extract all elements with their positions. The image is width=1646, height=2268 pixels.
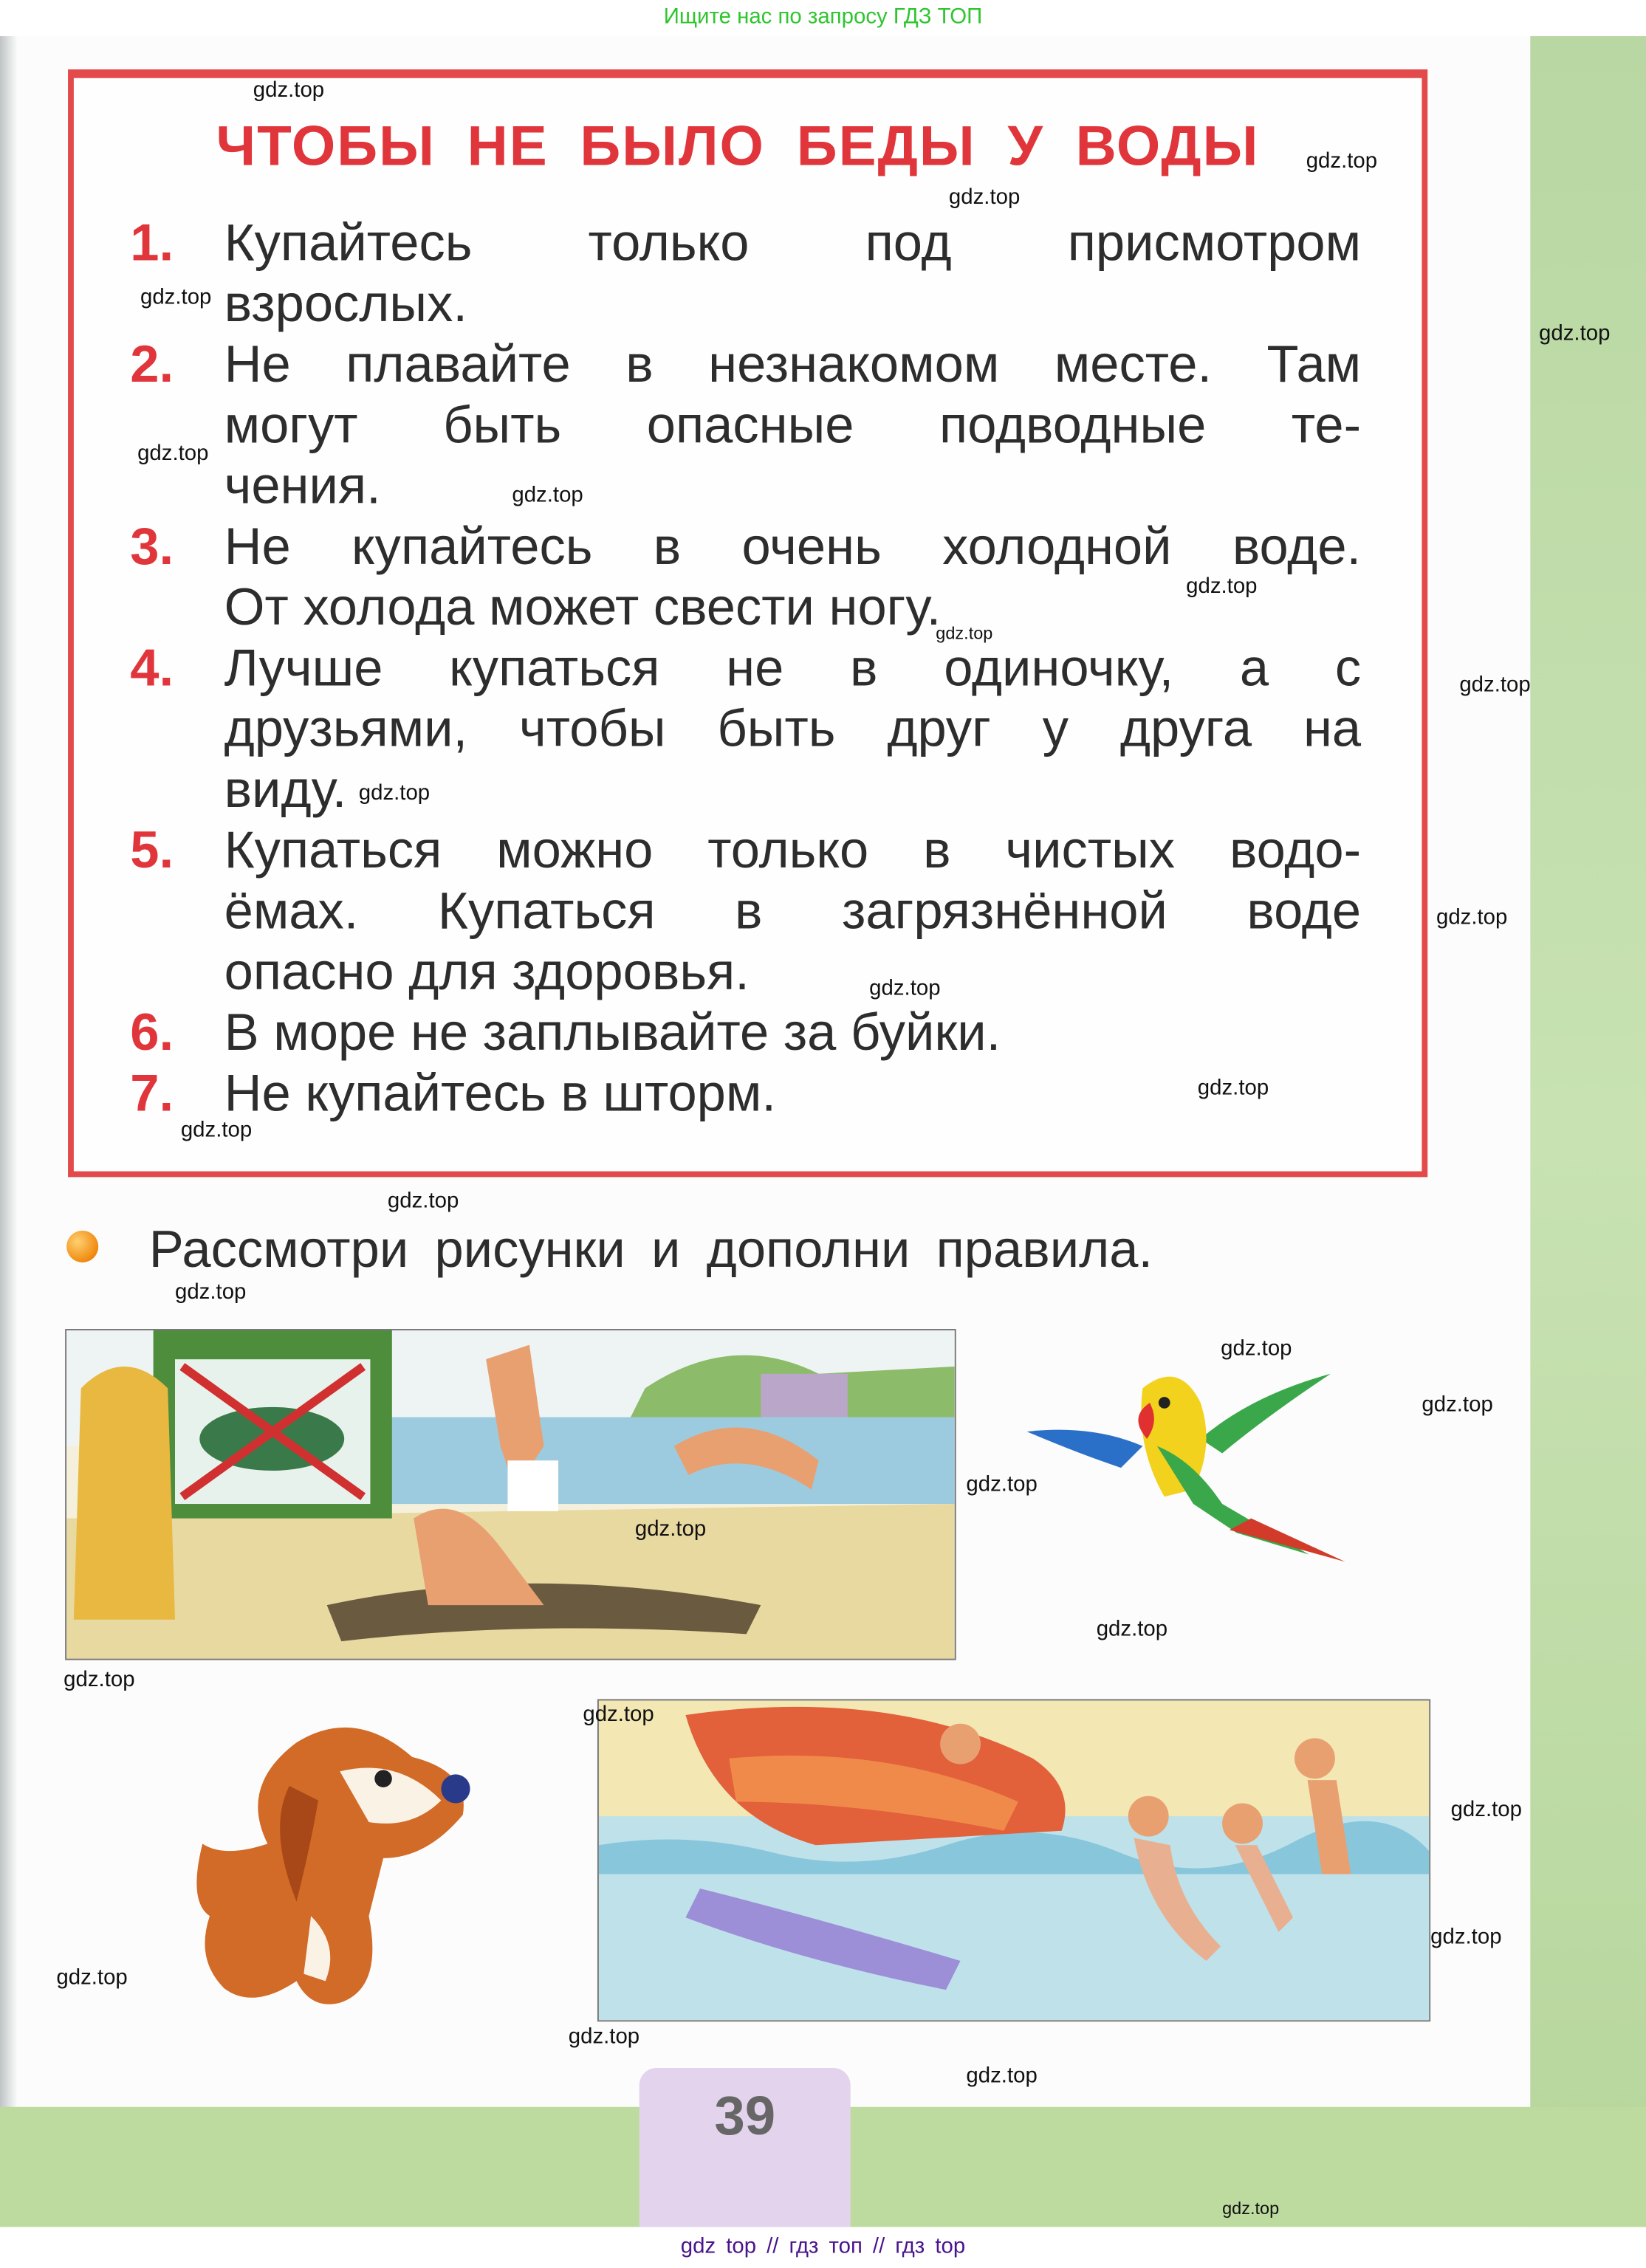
watermark: gdz.top [1222,2198,1280,2219]
rule-line: Не плавайте в незнакомом месте. Там [224,334,1362,394]
rule-number: 2. [130,334,174,394]
rule-item [130,334,1361,516]
task-text: Рассмотри рисунки и дополни правила. [148,1219,1153,1279]
watermark: gdz.top [137,441,209,466]
watermark: gdz.top [1306,148,1378,174]
rule-line: ёмах. Купаться в загрязнённой воде [224,880,1362,941]
rule-line: Купайтесь только под присмотром [224,212,1362,272]
rule-line: взрослых. [224,273,467,333]
watermark: gdz.top [1430,1925,1502,1950]
rule-number: 1. [130,212,174,272]
watermark: gdz.top [1450,1797,1522,1822]
watermark: gdz.top [966,2063,1038,2089]
watermark: gdz.top [1422,1392,1493,1418]
rule-item [130,213,1361,334]
page-number: 39 [714,2086,776,2148]
illustration-parrot [1020,1359,1345,1576]
bullet-icon [66,1231,98,1262]
watermark: gdz.top [869,976,941,1001]
watermark: gdz.top [1096,1616,1168,1642]
watermark: gdz.top [936,623,993,644]
rule-number: 4. [130,637,174,698]
watermark: gdz.top [140,284,212,310]
rule-line: опасно для здоровья. [224,941,750,1001]
rule-number: 7. [130,1062,174,1122]
watermark: gdz.top [180,1118,253,1143]
rule-item [130,820,1361,1003]
rule-item [130,1063,1361,1124]
rules-title: ЧТОБЫ НЕ БЫЛО БЕДЫ У ВОДЫ [216,115,1260,178]
watermark: gdz.top [387,1189,459,1214]
decorative-green-strip [1530,36,1646,2227]
rule-line: Купаться можно только в чистых водо- [224,819,1362,879]
watermark: gdz.top [512,483,583,508]
watermark: gdz.top [1221,1336,1292,1361]
rule-item [130,1002,1361,1062]
rule-line: В море не заплывайте за буйки. [224,1002,1001,1062]
watermark: gdz.top [634,1516,707,1542]
rule-line: Не купайтесь в очень холодной воде. [224,516,1362,576]
search-banner[interactable]: Ищите нас по запросу ГДЗ ТОП [0,0,1646,36]
watermark: gdz.top [583,1702,654,1727]
watermark: gdz.top [568,2024,640,2049]
watermark: gdz.top [1197,1076,1269,1101]
watermark: gdz.top [1539,320,1611,346]
rule-line: могут быть опасные подводные те- [224,394,1362,455]
watermark: gdz.top [64,1667,135,1692]
rule-number: 6. [130,1002,174,1062]
watermark: gdz.top [358,780,431,805]
rule-line: Не купайтесь в шторм. [224,1062,776,1122]
watermark: gdz.top [56,1965,128,1990]
watermark: gdz.top [1186,574,1258,599]
rule-item [130,516,1361,638]
rule-line: виду. [224,759,347,819]
rule-line: От холода может свести ногу. [224,577,942,636]
illustration-puppy [181,1699,478,2017]
illustration-no-diving-sign [65,1329,956,1660]
rule-item [130,638,1361,820]
rule-line: Лучше купаться не в одиночку, а с [224,637,1362,698]
illustration-children-swimming [597,1699,1430,2021]
rule-line: чения. [224,455,381,515]
footer-links[interactable]: gdz top // гдз топ // гдз top [680,2234,966,2259]
rule-line: друзьями, чтобы быть друг у друга на [224,698,1362,758]
page-spine-shadow [0,36,18,2227]
rule-number: 5. [130,819,174,879]
watermark: gdz.top [966,1471,1038,1497]
watermark: gdz.top [948,185,1021,210]
watermark: gdz.top [253,78,325,103]
watermark: gdz.top [1436,905,1508,930]
watermark: gdz.top [175,1279,247,1305]
rule-number: 3. [130,516,174,576]
watermark: gdz.top [1459,672,1531,698]
